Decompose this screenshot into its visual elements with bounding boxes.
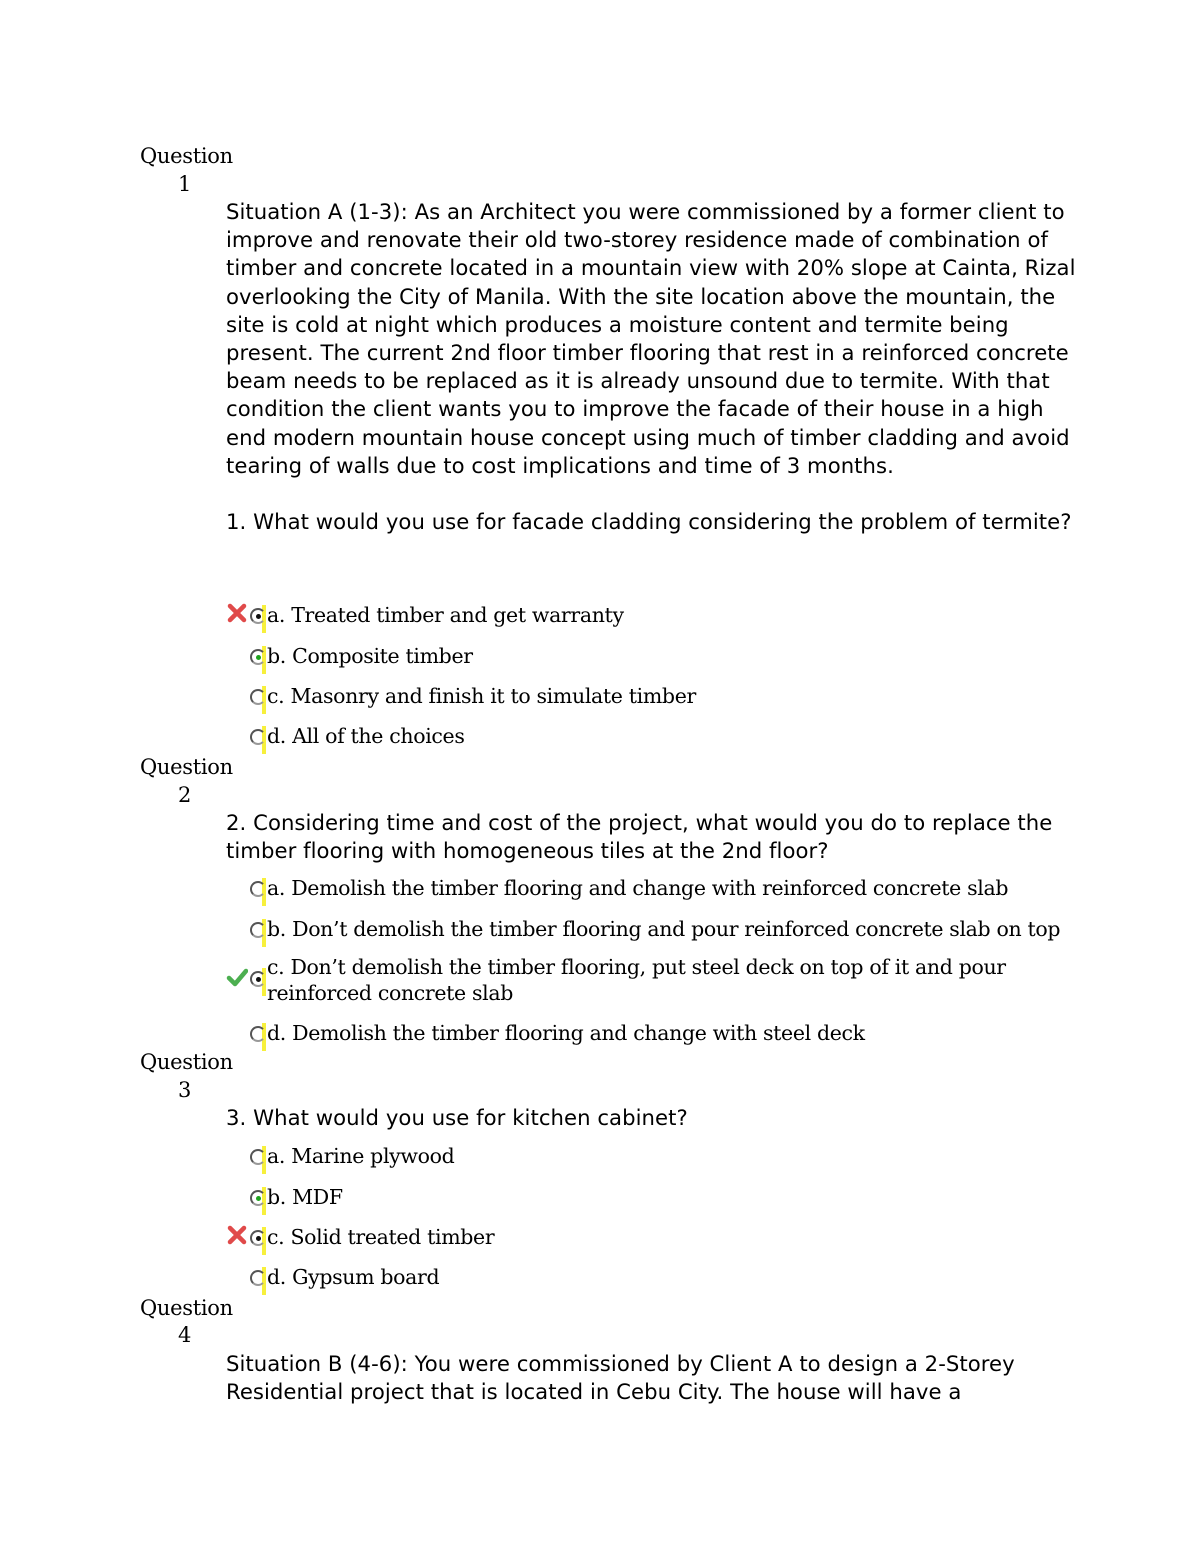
radio-button[interactable] bbox=[248, 970, 268, 994]
radio-circle bbox=[250, 922, 266, 938]
radio-button[interactable] bbox=[248, 607, 268, 631]
correct-check-icon bbox=[226, 966, 248, 988]
radio-button[interactable] bbox=[248, 1269, 268, 1293]
answer-option[interactable] bbox=[226, 643, 1126, 675]
option-label: a. Treated timber and get warranty bbox=[267, 603, 624, 627]
radio-circle bbox=[250, 1149, 266, 1165]
answer-option[interactable] bbox=[226, 602, 1126, 634]
radio-button[interactable] bbox=[248, 648, 268, 672]
answer-option[interactable] bbox=[226, 916, 1126, 948]
question-number: 2 bbox=[178, 783, 192, 807]
radio-selected-dot bbox=[256, 1236, 261, 1241]
option-label: b. Don’t demolish the timber flooring and pour reinforced concrete slab on top bbox=[267, 917, 1061, 941]
radio-circle bbox=[250, 1026, 266, 1042]
answer-option[interactable] bbox=[226, 1143, 1126, 1175]
question-prompt: 1. What would you use for facade cladding considering the problem of termite? bbox=[226, 509, 1072, 535]
radio-button[interactable] bbox=[248, 880, 268, 904]
option-label: b. Composite timber bbox=[267, 644, 473, 668]
answer-option[interactable] bbox=[226, 683, 1126, 715]
radio-circle bbox=[250, 1190, 266, 1206]
radio-circle bbox=[250, 649, 266, 665]
radio-button[interactable] bbox=[248, 688, 268, 712]
radio-button[interactable] bbox=[248, 728, 268, 752]
option-label: d. Gypsum board bbox=[267, 1265, 440, 1289]
radio-button[interactable] bbox=[248, 1189, 268, 1213]
option-label: d. All of the choices bbox=[267, 724, 465, 748]
question-label: Question bbox=[140, 144, 233, 168]
radio-selected-dot bbox=[256, 977, 261, 982]
question-label: Question bbox=[140, 1296, 233, 1320]
answer-option[interactable] bbox=[226, 1184, 1126, 1216]
option-label: c. Don’t demolish the timber flooring, put steel deck on top of it and pour reinforced concrete slab bbox=[267, 955, 1006, 1005]
radio-circle bbox=[250, 1270, 266, 1286]
radio-circle bbox=[250, 1230, 266, 1246]
correct-answer-dot bbox=[256, 1196, 261, 1201]
radio-button[interactable] bbox=[248, 921, 268, 945]
question-number: 4 bbox=[178, 1323, 192, 1347]
wrong-mark-icon bbox=[226, 1224, 248, 1246]
radio-circle bbox=[250, 608, 266, 624]
question-number: 3 bbox=[178, 1078, 192, 1102]
answer-option[interactable] bbox=[226, 1264, 1126, 1296]
question-prompt: 3. What would you use for kitchen cabinet? bbox=[226, 1105, 688, 1130]
wrong-mark-icon bbox=[226, 602, 248, 624]
radio-circle bbox=[250, 729, 266, 745]
answer-option[interactable] bbox=[226, 875, 1126, 907]
option-label: c. Masonry and finish it to simulate timber bbox=[267, 684, 696, 708]
situation-paragraph: Situation B (4-6): You were commissioned by Client A to design a 2-Storey Residential project that is located in Cebu City. The house will have a bbox=[226, 1351, 1015, 1405]
option-label: c. Solid treated timber bbox=[267, 1225, 495, 1249]
question-text bbox=[226, 198, 1076, 536]
radio-button[interactable] bbox=[248, 1148, 268, 1172]
question-label: Question bbox=[140, 1050, 233, 1074]
option-label: a. Demolish the timber flooring and change with reinforced concrete slab bbox=[267, 876, 1009, 900]
radio-circle bbox=[250, 881, 266, 897]
question-number: 1 bbox=[178, 172, 192, 196]
question-text bbox=[226, 809, 1076, 865]
question-label: Question bbox=[140, 755, 233, 779]
question-text bbox=[226, 1350, 1076, 1406]
answer-option[interactable] bbox=[226, 723, 1126, 755]
option-label: b. MDF bbox=[267, 1185, 343, 1209]
radio-selected-dot bbox=[256, 614, 261, 619]
answer-option[interactable] bbox=[226, 954, 1126, 1014]
radio-button[interactable] bbox=[248, 1229, 268, 1253]
question-prompt: 2. Considering time and cost of the project, what would you do to replace the timber flooring with homogeneous tiles at the 2nd floor? bbox=[226, 810, 1053, 864]
radio-circle bbox=[250, 971, 266, 987]
option-label: a. Marine plywood bbox=[267, 1144, 455, 1168]
situation-paragraph: Situation A (1-3): As an Architect you were commissioned by a former client to improve and renovate their old two-storey residence made of combination of timber and concrete located in a mountain view with 20% slope at Cainta, Rizal overlooking the City of Manila. With the site location above the mountain, the site is cold at night which produces a moisture content and termite being present. The current 2nd floor timber flooring that rest in a reinforced concrete beam needs to be replaced as it is already unsound due to termite. With that condition the client wants you to improve the facade of their house in a high end modern mountain house concept using much of timber cladding and avoid tearing of walls due to cost implications and time of 3 months. bbox=[226, 199, 1076, 478]
question-text bbox=[226, 1104, 1076, 1132]
option-label: d. Demolish the timber flooring and change with steel deck bbox=[267, 1021, 865, 1045]
radio-button[interactable] bbox=[248, 1025, 268, 1049]
answer-option[interactable] bbox=[226, 1224, 1126, 1256]
answer-option[interactable] bbox=[226, 1020, 1126, 1052]
radio-circle bbox=[250, 689, 266, 705]
correct-answer-dot bbox=[256, 655, 261, 660]
